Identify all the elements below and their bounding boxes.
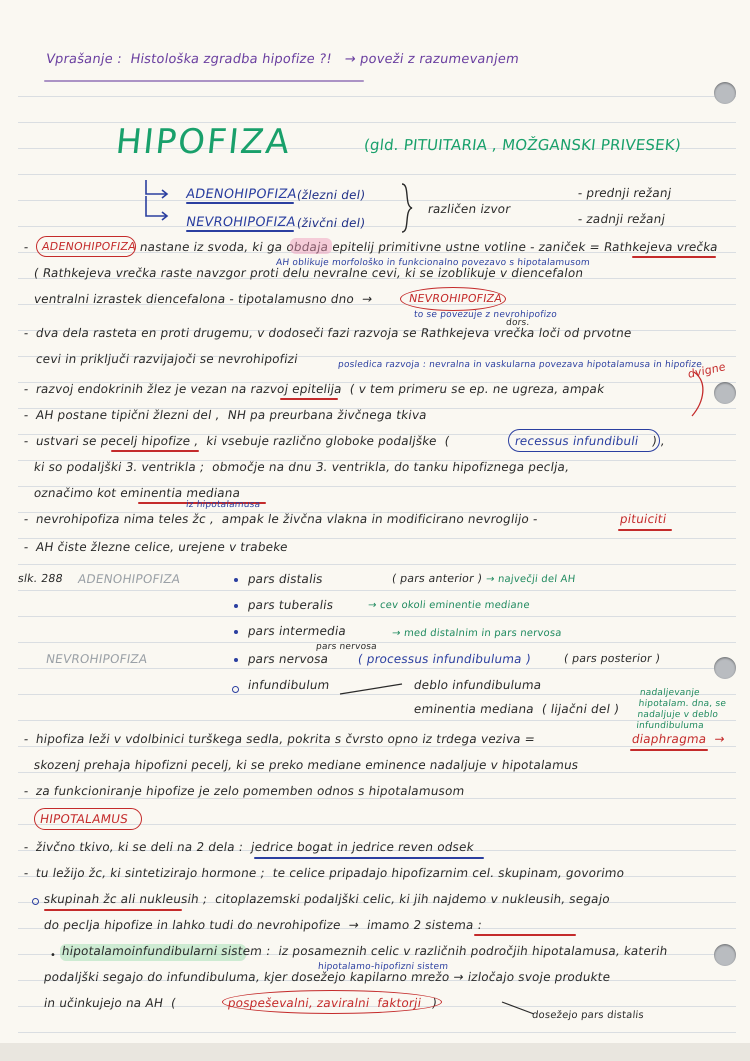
- bullet-5-line-2: ki so podaljški 3. ventrikla ; območje na dnu 3. ventrikla, do tanku hipofiznega peclja,: [32, 460, 571, 474]
- part-note: ( pars posterior ): [562, 652, 662, 665]
- side-note: hipotalamo-hipofizni sistem: [317, 962, 449, 972]
- side-note: iz hipotalamusa: [185, 500, 261, 510]
- part-note: → med distalnim in pars nervosa: [391, 628, 563, 639]
- group-label-nevrohipofiza: NEVROHIPOFIZA: [44, 652, 149, 666]
- part-name: infundibulum: [246, 678, 331, 692]
- brace-note: različen izvor: [426, 202, 512, 216]
- top-question: Vprašanje : Histološka zgradba hipofize ?! → poveži z razumevanjem: [44, 52, 521, 67]
- bullet-marker: -: [22, 732, 30, 746]
- side-note: dors.: [505, 318, 531, 328]
- bullet-2-line-1: dva dela rasteta en proti drugemu, v dodoseči fazi razvoja se Rathkejeva vrečka loči od prvotne: [34, 326, 633, 340]
- part-name: pars nervosa: [246, 652, 330, 666]
- bullet-6-line-1: nevrohipofiza nima teles žc , ampak le živčna vlakna in modificirano nevroglijo -: [34, 512, 539, 526]
- part-note: → cev okoli eminentie mediane: [367, 600, 531, 611]
- bullet-marker: -: [22, 382, 30, 396]
- part-alt: ( pars anterior ): [390, 572, 484, 585]
- bullet-3-line-1: razvoj endokrinih žlez je vezan na razvoj epitelija ( v tem primeru se ep. ne ugreza, ampak: [34, 382, 606, 396]
- branch-label-nevrohipofiza: NEVROHIPOFIZA: [184, 215, 297, 230]
- bullet-13-line-3-end: ): [430, 996, 438, 1010]
- bullet-12-line-2: do peclja hipofize in lahko tudi do nevrohipofize → imamo 2 sistema :: [42, 918, 484, 932]
- bullet-5-line-1-end: ) ,: [650, 434, 667, 448]
- bullet-marker: -: [22, 434, 30, 448]
- bullet-13-term: pospeševalni, zaviralni faktorji: [226, 996, 423, 1010]
- side-note: dosežejo pars distalis: [531, 1010, 645, 1021]
- side-note: AH oblikuje morfološko in funkcionalno povezavo s hipotalamusom: [275, 258, 591, 268]
- bullet-9-line-1: za funkcioniranje hipofize je zelo pomemben odnos s hipotalamusom: [34, 784, 466, 798]
- bullet-1-line-3-pre: ventralni izrastek diencefalona - tipotalamusno dno →: [32, 292, 374, 306]
- bullet-marker: -: [22, 408, 30, 422]
- infundibulum-side-note: nadaljevanje hipotalam. dna, se nadaljuje v deblo infundibuluma: [635, 688, 727, 731]
- bullet-1-line-1-key: ADENOHIPOFIZA: [40, 240, 137, 253]
- part-name: pars tuberalis: [246, 598, 335, 612]
- branch-note-adenohipofiza: (žlezni del): [295, 188, 367, 202]
- part-name: pars intermedia: [246, 624, 348, 638]
- figure-ref: slk. 288: [16, 572, 64, 585]
- bullet-6-term: pituiciti: [618, 512, 668, 526]
- punch-hole: [714, 944, 736, 966]
- bullet-marker: -: [22, 240, 30, 254]
- bullet-marker: -: [22, 326, 30, 340]
- part-name: pars distalis: [246, 572, 324, 586]
- part-alt: ( processus infundibuluma ): [356, 652, 532, 666]
- lobe-posterior: - zadnji režanj: [576, 212, 667, 226]
- bullet-marker: -: [22, 840, 30, 854]
- group-label-adenohipofiza: ADENOHIPOFIZA: [76, 572, 182, 586]
- punch-hole: [714, 382, 736, 404]
- part-note: → največji del AH: [485, 574, 576, 585]
- bullet-11-line-1: tu ležijo žc, ki sintetizirajo hormone ; te celice pripadajo hipofizarnim cel. skupinam, govorimo: [34, 866, 626, 880]
- bullet-8-term: diaphragma →: [630, 732, 726, 746]
- bullet-marker: -: [22, 540, 30, 554]
- bullet-8-line-2: skozenj prehaja hipofizni pecelj, ki se preko mediane eminence nadaljuje v hipotalamus: [32, 758, 580, 772]
- bullet-5-line-3: označimo kot eminentia mediana: [32, 486, 242, 500]
- bullet-1-line-1: nastane iz svoda, ki ga obdaja epitelij primitivne ustne votline - zaniček = Rathkejeva vrečka: [138, 240, 719, 254]
- branch-note-nevrohipofiza: (živčni del): [295, 216, 367, 230]
- branch-label-adenohipofiza: ADENOHIPOFIZA: [184, 187, 298, 202]
- bullet-marker: -: [22, 866, 30, 880]
- bullet-13-line-1: hipotalamoinfundibularni sistem : iz posameznih celic v različnih področjih hipotalamusa, katerih: [60, 944, 669, 958]
- side-note: posledica razvoja : nevralna in vaskularna povezava hipotalamusa in hipofize: [337, 360, 703, 370]
- page-title: HIPOFIZA: [113, 122, 294, 162]
- sub-bullet-marker: •: [50, 950, 57, 961]
- bullet-1-line-2: ( Rathkejeva vrečka raste navzgor proti delu nevralne cevi, ki se izoblikuje v diencefalon: [32, 266, 585, 280]
- bullet-13-line-2: podaljški segajo do infundibuluma, kjer dosežejo kapilarno mrežo → izločajo svoje produkte: [42, 970, 612, 984]
- bullet-5-line-1: ustvari se pecelj hipofize , ki vsebuje različno globoke podaljške (: [34, 434, 451, 448]
- bullet-8-line-1: hipofiza leži v vdolbinici turškega sedla, pokrita s čvrsto opno iz trdega veziva =: [34, 732, 537, 746]
- bullet-2-line-2: cevi in priključi razvijajoči se nevrohipofizi: [34, 352, 299, 366]
- part-sub-note: pars nervosa: [315, 642, 378, 652]
- page-subtitle: (gld. PITUITARIA , MOŽGANSKI PRIVESEK): [363, 136, 682, 154]
- bullet-7-line-1: AH čiste žlezne celice, urejene v trabeke: [34, 540, 289, 554]
- side-note: to se povezuje z nevrohipofizo: [413, 310, 558, 320]
- page-edge: [0, 1043, 750, 1061]
- bullet-5-term: recessus infundibuli: [513, 434, 640, 448]
- infundibulum-detail-2: eminentia mediana ( lijačni del ): [412, 702, 621, 716]
- bullet-4-line-1: AH postane tipični žlezni del , NH pa preurbana živčnega tkiva: [34, 408, 428, 422]
- infundibulum-detail-1: deblo infundibuluma: [412, 678, 543, 692]
- bullet-13-line-3: in učinkujejo na AH (: [42, 996, 178, 1010]
- punch-hole: [714, 82, 736, 104]
- section-title-hipotalamus: HIPOTALAMUS: [38, 812, 130, 826]
- bullet-marker: -: [22, 512, 30, 526]
- bullet-1-line-3-key: NEVROHIPOFIZA: [407, 292, 504, 305]
- bullet-marker: -: [22, 784, 30, 798]
- bullet-12-line-1: skupinah žc ali nukleusih ; citoplazemski podaljški celic, ki jih najdemo v nukleusih, segajo: [42, 892, 612, 906]
- bullet-10-line-1: živčno tkivo, ki se deli na 2 dela : jedrice bogat in jedrice reven odsek: [34, 840, 475, 854]
- lobe-anterior: - prednji režanj: [576, 186, 673, 200]
- side-note: dvigne: [687, 359, 727, 382]
- punch-hole: [714, 657, 736, 679]
